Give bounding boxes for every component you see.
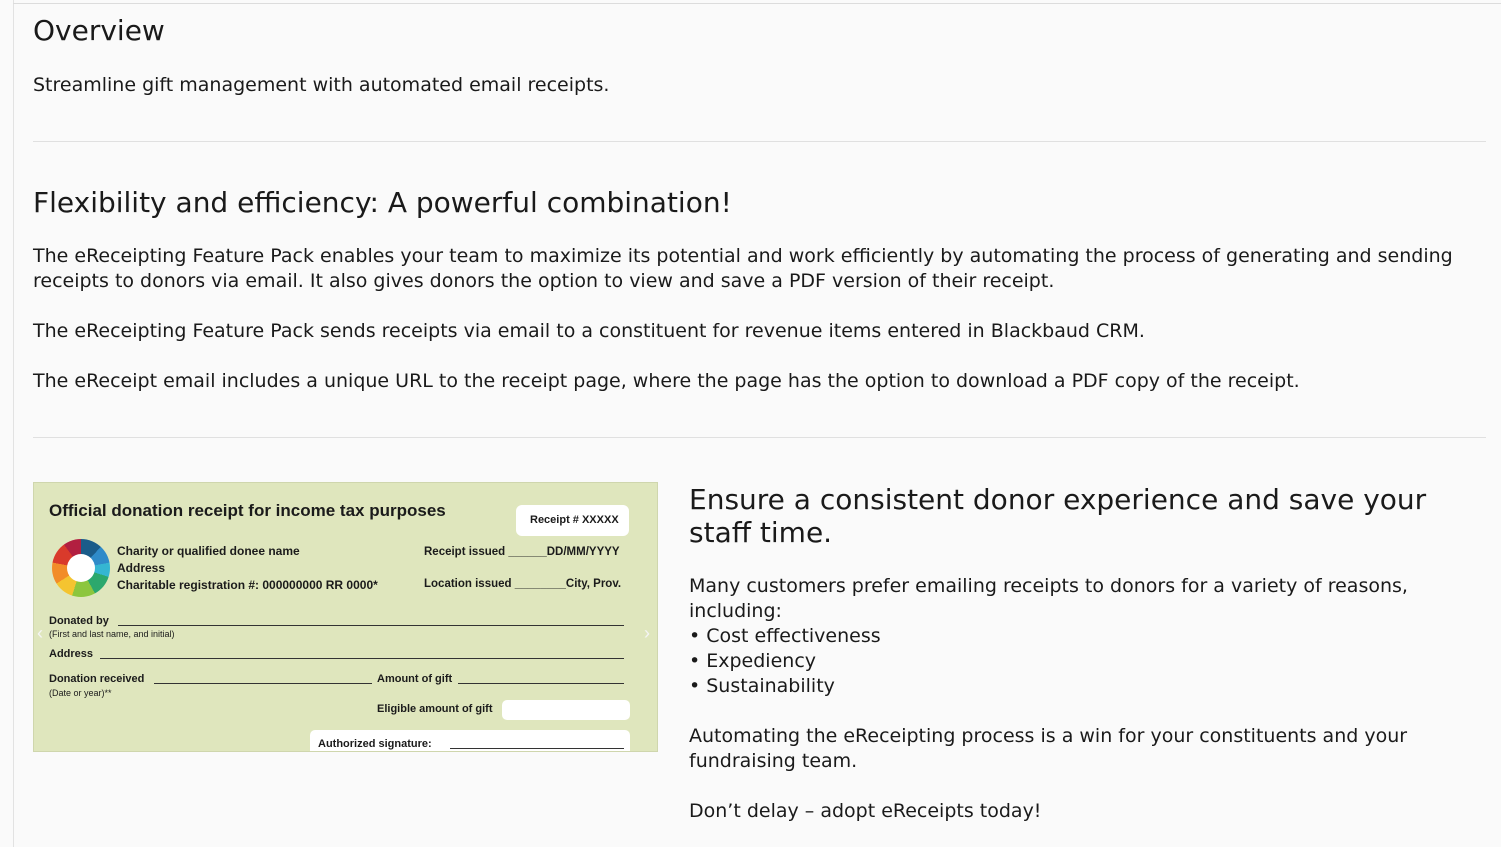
charity-registration: Charitable registration #: 000000000 RR 0000* <box>117 578 378 592</box>
top-border <box>13 3 1501 4</box>
list-item: • Cost effectiveness <box>689 625 881 647</box>
charity-name: Charity or qualified donee name <box>117 544 300 558</box>
ensure-cta: Don’t delay – adopt eReceipts today! <box>689 800 1042 822</box>
benefits-list <box>689 624 881 699</box>
authorized-signature-label: Authorized signature: <box>318 738 432 750</box>
charity-info <box>117 543 378 594</box>
charity-address: Address <box>117 561 166 575</box>
address-line <box>100 658 624 659</box>
receipt-number-box <box>516 505 629 536</box>
eligible-amount-label: Eligible amount of gift <box>377 703 493 715</box>
location-issued: Location issued ________City, Prov. <box>424 578 622 590</box>
donation-received-line <box>154 683 372 684</box>
address-label: Address <box>49 648 94 660</box>
section-divider <box>33 141 1486 142</box>
charity-logo-icon <box>52 539 110 597</box>
donated-by-label: Donated by <box>49 615 109 627</box>
receipt-title: Official donation receipt for income tax purposes <box>49 501 446 520</box>
donated-by-sublabel: (First and last name, and initial) <box>49 629 175 639</box>
chevron-left-icon[interactable]: ‹ <box>37 623 43 643</box>
list-item: • Sustainability <box>689 675 835 697</box>
overview-heading: Overview <box>33 14 165 47</box>
donated-by-line <box>118 625 624 626</box>
section-divider <box>33 437 1486 438</box>
donation-received-sublabel: (Date or year)** <box>49 688 112 698</box>
list-item: • Expediency <box>689 650 817 672</box>
amount-of-gift-label: Amount of gift <box>377 673 453 685</box>
receipt-number: Receipt # XXXXX <box>530 514 619 526</box>
amount-of-gift-line <box>458 683 624 684</box>
receipt-issued: Receipt issued ______DD/MM/YYYY <box>424 546 620 558</box>
chevron-right-icon[interactable]: › <box>644 623 650 643</box>
ensure-heading: Ensure a consistent donor experience and save your staff time. <box>689 483 1427 549</box>
eligible-amount-box <box>502 700 630 720</box>
ensure-intro: Many customers prefer emailing receipts to donors for a variety of reasons, including: <box>689 575 1408 622</box>
flexibility-paragraph: The eReceipting Feature Pack enables your team to maximize its potential and work efficiently by automating the process of generating and sending receipts to donors via email. It also gives donors the option to view and save a PDF version of their receipt. <box>33 245 1453 292</box>
flexibility-heading: Flexibility and efficiency: A powerful combination! <box>33 186 732 219</box>
signature-line <box>450 748 624 749</box>
flexibility-paragraph: The eReceipting Feature Pack sends receipts via email to a constituent for revenue items entered in Blackbaud CRM. <box>33 320 1145 342</box>
receipt-sample-image <box>33 482 658 752</box>
donation-received-label: Donation received <box>49 673 145 685</box>
overview-text: Streamline gift management with automated email receipts. <box>33 74 610 96</box>
ensure-closing: Automating the eReceipting process is a win for your constituents and your fundraising team. <box>689 725 1408 772</box>
flexibility-paragraph: The eReceipt email includes a unique URL to the receipt page, where the page has the option to download a PDF copy of the receipt. <box>33 370 1300 392</box>
left-border <box>13 0 14 847</box>
